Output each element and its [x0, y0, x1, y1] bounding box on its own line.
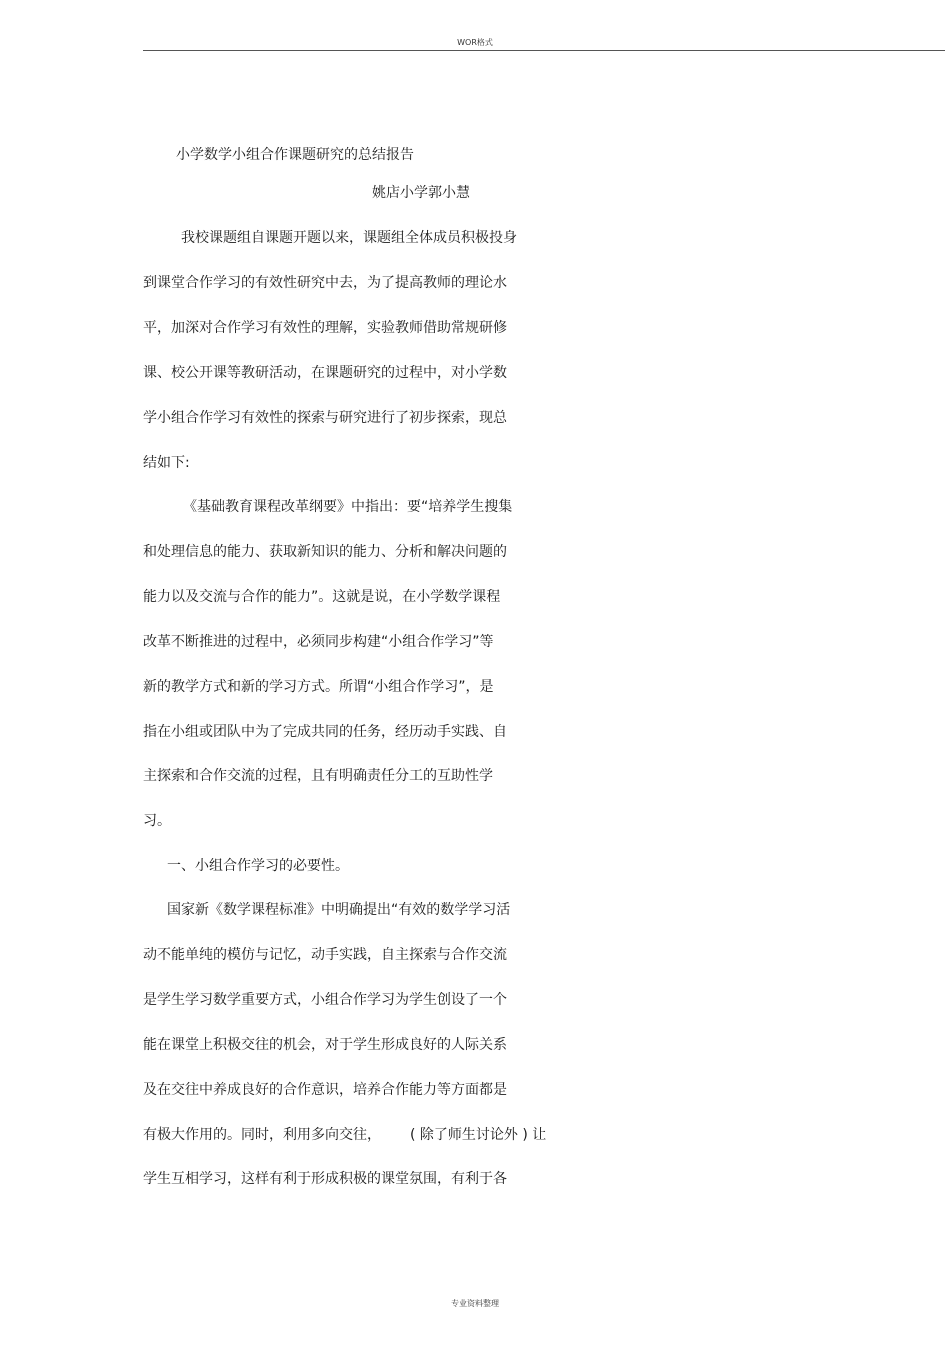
paragraph-line: 课、校公开课等教研活动，在课题研究的过程中，对小学数 — [143, 365, 507, 381]
paragraph-line: 平，加深对合作学习有效性的理解，实验教师借助常规研修 — [143, 320, 507, 336]
paragraph-line: 学小组合作学习有效性的探索与研究进行了初步探索，现总 — [143, 410, 507, 426]
paragraph-line: 结如下: — [143, 455, 190, 471]
paragraph-line: 到课堂合作学习的有效性研究中去，为了提高教师的理论水 — [143, 275, 507, 291]
paragraph-line: 及在交往中养成良好的合作意识，培养合作能力等方面都是 — [143, 1082, 507, 1098]
paragraph-line: 主探索和合作交流的过程，且有明确责任分工的互助性学 — [143, 768, 493, 784]
paragraph-line: 和处理信息的能力、获取新知识的能力、分析和解决问题的 — [143, 544, 507, 560]
paragraph-line: 能力以及交流与合作的能力”。这就是说，在小学数学课程 — [143, 589, 501, 605]
paragraph-line: 习。 — [143, 813, 171, 829]
document-title: 小学数学小组合作课题研究的总结报告 — [176, 147, 414, 163]
paragraph-line: 指在小组或团队中为了完成共同的任务，经历动手实践、自 — [143, 724, 507, 740]
header-divider — [143, 50, 945, 51]
paragraph-line-parenthetical: ( 除了师生讨论外 ) 让 — [410, 1127, 547, 1143]
paragraph-line: 国家新《数学课程标准》中明确提出“有效的数学学习活 — [167, 902, 511, 918]
paragraph-line: 《基础教育课程改革纲要》中指出：要“培养学生搜集 — [183, 499, 513, 515]
document-author: 姚店小学郭小慧 — [372, 185, 470, 201]
paragraph-line: 是学生学习数学重要方式，小组合作学习为学生创设了一个 — [143, 992, 507, 1008]
paragraph-line: 能在课堂上积极交往的机会，对于学生形成良好的人际关系 — [143, 1037, 507, 1053]
paragraph-line: 学生互相学习，这样有利于形成积极的课堂氛围，有利于各 — [143, 1171, 507, 1187]
page-footer: 专业资料整理 — [451, 1299, 499, 1308]
paragraph-line: 新的教学方式和新的学习方式。所谓“小组合作学习”，是 — [143, 679, 494, 695]
paragraph-line: 我校课题组自课题开题以来，课题组全体成员积极投身 — [181, 230, 517, 246]
paragraph-line: 改革不断推进的过程中，必须同步构建“小组合作学习”等 — [143, 634, 494, 650]
paragraph-line: 动不能单纯的模仿与记忆，动手实践，自主探索与合作交流 — [143, 947, 507, 963]
section-heading: 一、小组合作学习的必要性。 — [167, 858, 349, 874]
header-text: WOR格式 — [457, 38, 493, 47]
paragraph-line: 有极大作用的。同时，利用多向交往， — [143, 1127, 381, 1143]
